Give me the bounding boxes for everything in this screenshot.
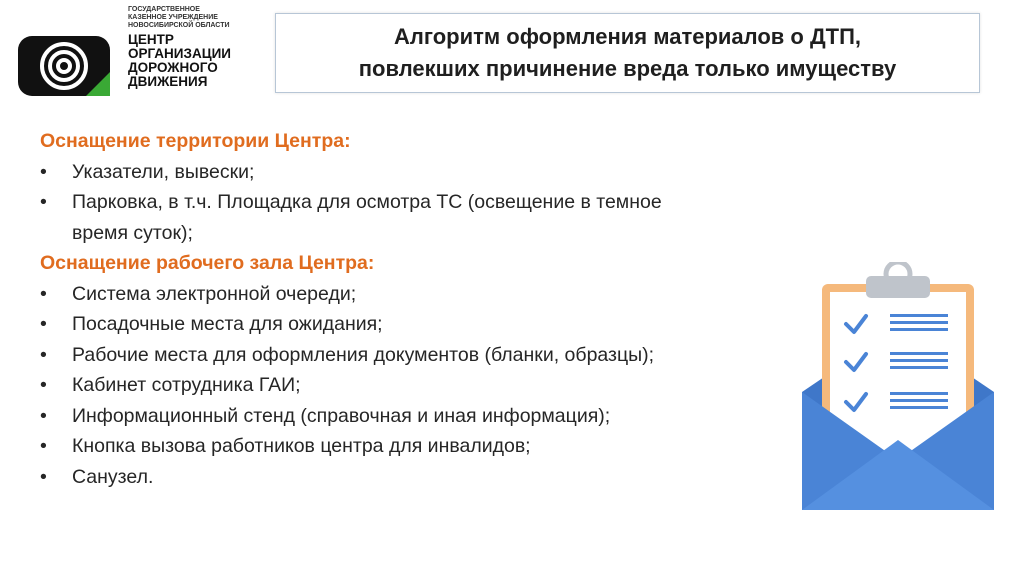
logo-name-line: ЦЕНТР <box>128 32 174 47</box>
logo-name <box>128 33 258 89</box>
bullet-icon: • <box>40 282 47 305</box>
list-item-text: Система электронной очереди; <box>72 282 357 305</box>
list-item-text: Кабинет сотрудника ГАИ; <box>72 374 301 396</box>
list-item-text: Парковка, в т.ч. Площадка для осмотра ТС (освещение в темное время суток); <box>72 191 662 244</box>
logo-subtitle-line: ГОСУДАРСТВЕННОЕ <box>128 6 200 13</box>
organization-logo <box>18 6 248 96</box>
list-item-text: Указатели, вывески; <box>72 160 255 183</box>
page-title <box>359 21 896 85</box>
logo-name-line: ДВИЖЕНИЯ <box>128 74 208 89</box>
bullet-icon: • <box>40 343 47 366</box>
list-item-text: Кнопка вызова работников центра для инвалидов; <box>72 435 531 457</box>
bullet-icon: • <box>40 313 47 335</box>
clipboard-envelope-icon <box>798 262 998 514</box>
logo-name-line: ОРГАНИЗАЦИИ <box>128 46 231 61</box>
content-list <box>40 126 740 492</box>
list-item <box>40 187 712 248</box>
list-item-text: Посадочные места для ожидания; <box>72 313 383 335</box>
logo-subtitle-line: НОВОСИБИРСКОЙ ОБЛАСТИ <box>128 22 230 29</box>
section-heading-hall: Оснащение рабочего зала Центра: <box>40 252 375 274</box>
list-item-text: Информационный стенд (справочная и иная информация); <box>72 404 611 427</box>
bullet-icon: • <box>40 465 47 488</box>
list-item <box>40 309 740 340</box>
bullet-icon: • <box>40 374 47 396</box>
list-item <box>40 157 740 188</box>
bullet-icon: • <box>40 404 47 427</box>
bullet-icon: • <box>40 191 47 213</box>
list-item <box>40 431 740 462</box>
logo-mark-icon <box>18 36 110 96</box>
list-item <box>40 370 740 401</box>
list-item-text: Рабочие места для оформления документов (бланки, образцы); <box>72 343 655 366</box>
list-item-text: Санузел. <box>72 465 154 488</box>
logo-subtitle-line: КАЗЕННОЕ УЧРЕЖДЕНИЕ <box>128 14 218 21</box>
logo-name-line: ДОРОЖНОГО <box>128 60 218 75</box>
page-title-line: повлекших причинение вреда только имуществу <box>358 56 897 81</box>
list-item <box>40 462 740 493</box>
list-item <box>40 340 692 371</box>
list-item <box>40 279 740 310</box>
list-item <box>40 401 740 432</box>
section-heading-territory: Оснащение территории Центра: <box>40 130 351 152</box>
page-title-line: Алгоритм оформления материалов о ДТП, <box>393 24 862 49</box>
logo-subtitle <box>128 6 258 30</box>
bullet-icon: • <box>40 435 47 457</box>
title-box <box>275 13 980 93</box>
bullet-icon: • <box>40 160 47 183</box>
